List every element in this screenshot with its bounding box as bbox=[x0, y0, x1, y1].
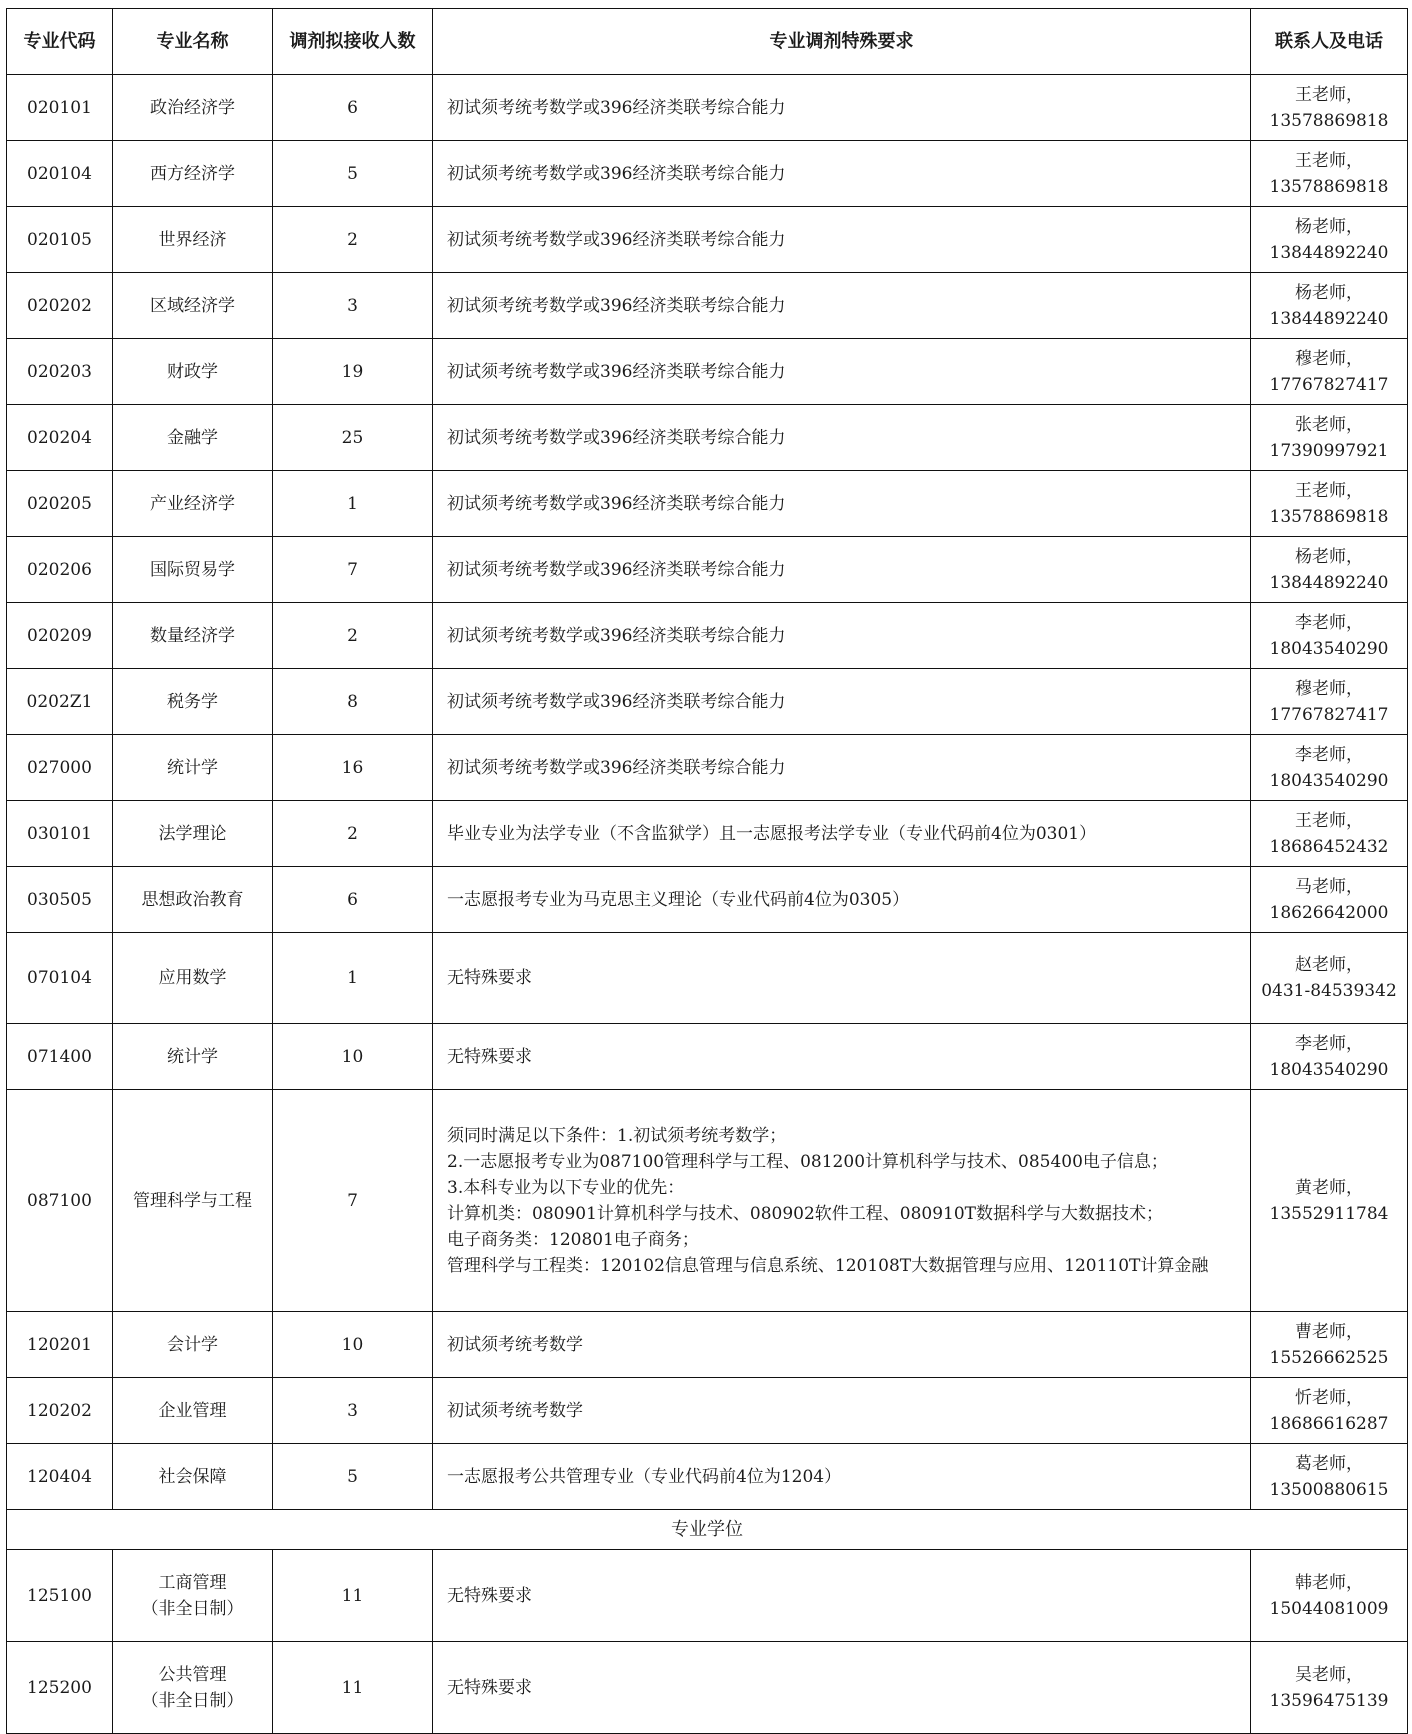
major-code: 027000 bbox=[7, 735, 113, 801]
contact-name: 杨老师， bbox=[1295, 546, 1363, 567]
contact-phone: 18043540290 bbox=[1269, 770, 1389, 791]
major-code: 020203 bbox=[7, 339, 113, 405]
contact-cell bbox=[1251, 207, 1408, 273]
major-name: 法学理论 bbox=[113, 801, 273, 867]
contact-phone: 17767827417 bbox=[1269, 374, 1389, 395]
major-name: 世界经济 bbox=[113, 207, 273, 273]
section-label: 专业学位 bbox=[7, 1510, 1408, 1550]
table-row bbox=[7, 867, 1408, 933]
major-name: 企业管理 bbox=[113, 1378, 273, 1444]
table-row bbox=[7, 405, 1408, 471]
admit-count: 25 bbox=[273, 405, 433, 471]
requirement-cell: 无特殊要求 bbox=[433, 933, 1251, 1024]
major-name: 管理科学与工程 bbox=[113, 1090, 273, 1312]
header-row bbox=[7, 9, 1408, 75]
requirement-line: 2.一志愿报考专业为087100管理科学与工程、081200计算机科学与技术、085400电子信息； bbox=[447, 1151, 1168, 1172]
major-code: 087100 bbox=[7, 1090, 113, 1312]
contact-cell bbox=[1251, 537, 1408, 603]
contact-phone: 13578869818 bbox=[1269, 176, 1389, 197]
admit-count: 8 bbox=[273, 669, 433, 735]
contact-cell bbox=[1251, 273, 1408, 339]
table-row bbox=[7, 339, 1408, 405]
major-code: 020209 bbox=[7, 603, 113, 669]
contact-name: 王老师， bbox=[1295, 480, 1363, 501]
major-code: 020206 bbox=[7, 537, 113, 603]
admit-count: 2 bbox=[273, 207, 433, 273]
requirement-cell: 初试须考统考数学或396经济类联考综合能力 bbox=[433, 471, 1251, 537]
contact-name: 黄老师， bbox=[1295, 1177, 1363, 1198]
requirement-cell: 初试须考统考数学 bbox=[433, 1378, 1251, 1444]
table-row bbox=[7, 141, 1408, 207]
contact-cell bbox=[1251, 933, 1408, 1024]
table-row bbox=[7, 1312, 1408, 1378]
admit-count: 2 bbox=[273, 801, 433, 867]
contact-name: 穆老师， bbox=[1295, 348, 1363, 369]
table-row bbox=[7, 1444, 1408, 1510]
contact-phone: 18686452432 bbox=[1269, 836, 1389, 857]
requirement-cell: 初试须考统考数学 bbox=[433, 1312, 1251, 1378]
contact-name: 忻老师， bbox=[1295, 1387, 1363, 1408]
contact-phone: 13844892240 bbox=[1269, 308, 1389, 329]
table-row bbox=[7, 1024, 1408, 1090]
major-name: 西方经济学 bbox=[113, 141, 273, 207]
requirement-line: 管理科学与工程类：120102信息管理与信息系统、120108T大数据管理与应用、120110T计算金融 bbox=[447, 1255, 1209, 1276]
contact-phone: 13844892240 bbox=[1269, 242, 1389, 263]
contact-cell bbox=[1251, 471, 1408, 537]
major-code: 030505 bbox=[7, 867, 113, 933]
requirement-cell: 初试须考统考数学或396经济类联考综合能力 bbox=[433, 669, 1251, 735]
requirement-line: 计算机类：080901计算机科学与技术、080902软件工程、080910T数据科学与大数据技术； bbox=[447, 1203, 1164, 1224]
admit-count: 10 bbox=[273, 1312, 433, 1378]
contact-cell bbox=[1251, 405, 1408, 471]
table-row bbox=[7, 537, 1408, 603]
major-code: 120201 bbox=[7, 1312, 113, 1378]
requirement-cell: 初试须考统考数学或396经济类联考综合能力 bbox=[433, 141, 1251, 207]
admit-count: 1 bbox=[273, 933, 433, 1024]
requirement-line: 电子商务类：120801电子商务； bbox=[447, 1229, 699, 1250]
major-code: 020105 bbox=[7, 207, 113, 273]
contact-cell bbox=[1251, 801, 1408, 867]
contact-name: 葛老师， bbox=[1295, 1453, 1363, 1474]
requirement-cell: 初试须考统考数学或396经济类联考综合能力 bbox=[433, 735, 1251, 801]
requirement-cell: 初试须考统考数学或396经济类联考综合能力 bbox=[433, 603, 1251, 669]
requirement-cell bbox=[433, 1090, 1251, 1312]
major-name-line: 工商管理 bbox=[158, 1572, 227, 1593]
requirement-cell: 毕业专业为法学专业（不含监狱学）且一志愿报考法学专业（专业代码前4位为0301） bbox=[433, 801, 1251, 867]
table-row bbox=[7, 669, 1408, 735]
requirement-cell: 一志愿报考专业为马克思主义理论（专业代码前4位为0305） bbox=[433, 867, 1251, 933]
major-name: 数量经济学 bbox=[113, 603, 273, 669]
admit-count: 1 bbox=[273, 471, 433, 537]
major-code: 125200 bbox=[7, 1642, 113, 1734]
contact-name: 张老师， bbox=[1295, 414, 1363, 435]
major-code: 020104 bbox=[7, 141, 113, 207]
contact-name: 马老师， bbox=[1295, 876, 1363, 897]
major-code: 071400 bbox=[7, 1024, 113, 1090]
contact-phone: 13552911784 bbox=[1269, 1203, 1389, 1224]
requirement-line: 须同时满足以下条件：1.初试须考统考数学； bbox=[447, 1125, 787, 1146]
contact-cell bbox=[1251, 1378, 1408, 1444]
contact-phone: 18043540290 bbox=[1269, 1059, 1389, 1080]
major-code: 020202 bbox=[7, 273, 113, 339]
contact-phone: 13500880615 bbox=[1269, 1479, 1389, 1500]
major-code: 070104 bbox=[7, 933, 113, 1024]
contact-name: 杨老师， bbox=[1295, 216, 1363, 237]
major-name bbox=[113, 1642, 273, 1734]
header-contact: 联系人及电话 bbox=[1251, 9, 1408, 75]
table-row bbox=[7, 1550, 1408, 1642]
contact-phone: 17767827417 bbox=[1269, 704, 1389, 725]
major-name: 财政学 bbox=[113, 339, 273, 405]
contact-cell bbox=[1251, 1312, 1408, 1378]
contact-cell bbox=[1251, 603, 1408, 669]
contact-name: 赵老师， bbox=[1295, 955, 1363, 975]
table-row bbox=[7, 735, 1408, 801]
major-name bbox=[113, 1550, 273, 1642]
admit-count: 5 bbox=[273, 141, 433, 207]
contact-cell bbox=[1251, 141, 1408, 207]
contact-cell bbox=[1251, 1550, 1408, 1642]
contact-cell bbox=[1251, 867, 1408, 933]
requirement-cell: 初试须考统考数学或396经济类联考综合能力 bbox=[433, 537, 1251, 603]
requirement-cell: 初试须考统考数学或396经济类联考综合能力 bbox=[433, 75, 1251, 141]
major-code: 020204 bbox=[7, 405, 113, 471]
major-name: 国际贸易学 bbox=[113, 537, 273, 603]
table-row bbox=[7, 273, 1408, 339]
requirement-cell: 初试须考统考数学或396经济类联考综合能力 bbox=[433, 339, 1251, 405]
admit-count: 5 bbox=[273, 1444, 433, 1510]
header-code: 专业代码 bbox=[7, 9, 113, 75]
adjustment-table bbox=[6, 8, 1408, 1734]
major-name: 思想政治教育 bbox=[113, 867, 273, 933]
major-name: 统计学 bbox=[113, 735, 273, 801]
major-name-line: （非全日制） bbox=[141, 1690, 244, 1711]
major-code: 020205 bbox=[7, 471, 113, 537]
table-row bbox=[7, 801, 1408, 867]
contact-phone: 17390997921 bbox=[1269, 440, 1389, 461]
table-row bbox=[7, 1642, 1408, 1734]
table-row bbox=[7, 75, 1408, 141]
admit-count: 11 bbox=[273, 1550, 433, 1642]
major-name: 统计学 bbox=[113, 1024, 273, 1090]
contact-name: 李老师， bbox=[1295, 612, 1363, 633]
contact-phone: 15526662525 bbox=[1269, 1347, 1389, 1368]
contact-cell bbox=[1251, 735, 1408, 801]
major-name: 金融学 bbox=[113, 405, 273, 471]
requirement-line: 3.本科专业为以下专业的优先： bbox=[447, 1177, 685, 1198]
requirement-cell: 一志愿报考公共管理专业（专业代码前4位为1204） bbox=[433, 1444, 1251, 1510]
table-row bbox=[7, 1090, 1408, 1312]
header-requirement: 专业调剂特殊要求 bbox=[433, 9, 1251, 75]
contact-name: 吴老师， bbox=[1295, 1664, 1363, 1685]
requirement-cell: 无特殊要求 bbox=[433, 1550, 1251, 1642]
contact-cell bbox=[1251, 669, 1408, 735]
contact-name: 王老师， bbox=[1295, 810, 1363, 831]
contact-phone: 15044081009 bbox=[1269, 1598, 1389, 1619]
major-code: 120202 bbox=[7, 1378, 113, 1444]
header-name: 专业名称 bbox=[113, 9, 273, 75]
admit-count: 19 bbox=[273, 339, 433, 405]
requirement-cell: 无特殊要求 bbox=[433, 1024, 1251, 1090]
major-code: 030101 bbox=[7, 801, 113, 867]
contact-phone: 13578869818 bbox=[1269, 506, 1389, 527]
major-code: 020101 bbox=[7, 75, 113, 141]
major-code: 125100 bbox=[7, 1550, 113, 1642]
contact-phone: 18626642000 bbox=[1269, 902, 1389, 923]
major-name: 区域经济学 bbox=[113, 273, 273, 339]
major-name-line: 公共管理 bbox=[158, 1664, 227, 1685]
contact-phone: 0431-84539342 bbox=[1261, 981, 1397, 1001]
admit-count: 7 bbox=[273, 1090, 433, 1312]
major-name: 税务学 bbox=[113, 669, 273, 735]
table-row bbox=[7, 207, 1408, 273]
contact-cell bbox=[1251, 1444, 1408, 1510]
table-row bbox=[7, 1378, 1408, 1444]
requirement-cell: 无特殊要求 bbox=[433, 1642, 1251, 1734]
contact-name: 杨老师， bbox=[1295, 282, 1363, 303]
contact-name: 李老师， bbox=[1295, 744, 1363, 765]
major-name: 社会保障 bbox=[113, 1444, 273, 1510]
contact-name: 王老师， bbox=[1295, 150, 1363, 171]
major-name: 产业经济学 bbox=[113, 471, 273, 537]
major-name: 应用数学 bbox=[113, 933, 273, 1024]
table-row bbox=[7, 471, 1408, 537]
contact-phone: 18686616287 bbox=[1269, 1413, 1389, 1434]
major-name-line: （非全日制） bbox=[141, 1598, 244, 1619]
contact-name: 穆老师， bbox=[1295, 678, 1363, 699]
contact-phone: 13578869818 bbox=[1269, 110, 1389, 131]
header-count: 调剂拟接收人数 bbox=[273, 9, 433, 75]
contact-name: 曹老师， bbox=[1295, 1321, 1363, 1342]
table-row bbox=[7, 603, 1408, 669]
admit-count: 3 bbox=[273, 273, 433, 339]
admit-count: 6 bbox=[273, 867, 433, 933]
contact-phone: 13844892240 bbox=[1269, 572, 1389, 593]
contact-name: 李老师， bbox=[1295, 1033, 1363, 1054]
requirement-cell: 初试须考统考数学或396经济类联考综合能力 bbox=[433, 207, 1251, 273]
admit-count: 11 bbox=[273, 1642, 433, 1734]
major-name: 政治经济学 bbox=[113, 75, 273, 141]
admit-count: 10 bbox=[273, 1024, 433, 1090]
major-name: 会计学 bbox=[113, 1312, 273, 1378]
contact-phone: 13596475139 bbox=[1269, 1690, 1389, 1711]
contact-name: 韩老师， bbox=[1295, 1572, 1363, 1593]
major-code: 120404 bbox=[7, 1444, 113, 1510]
admit-count: 7 bbox=[273, 537, 433, 603]
contact-cell bbox=[1251, 1090, 1408, 1312]
contact-cell bbox=[1251, 1642, 1408, 1734]
major-code: 0202Z1 bbox=[7, 669, 113, 735]
contact-cell bbox=[1251, 75, 1408, 141]
admit-count: 16 bbox=[273, 735, 433, 801]
table-row bbox=[7, 933, 1408, 1024]
admit-count: 2 bbox=[273, 603, 433, 669]
admit-count: 6 bbox=[273, 75, 433, 141]
contact-phone: 18043540290 bbox=[1269, 638, 1389, 659]
admit-count: 3 bbox=[273, 1378, 433, 1444]
section-row bbox=[7, 1510, 1408, 1550]
contact-cell bbox=[1251, 1024, 1408, 1090]
requirement-cell: 初试须考统考数学或396经济类联考综合能力 bbox=[433, 273, 1251, 339]
requirement-cell: 初试须考统考数学或396经济类联考综合能力 bbox=[433, 405, 1251, 471]
contact-cell bbox=[1251, 339, 1408, 405]
contact-name: 王老师， bbox=[1295, 84, 1363, 105]
